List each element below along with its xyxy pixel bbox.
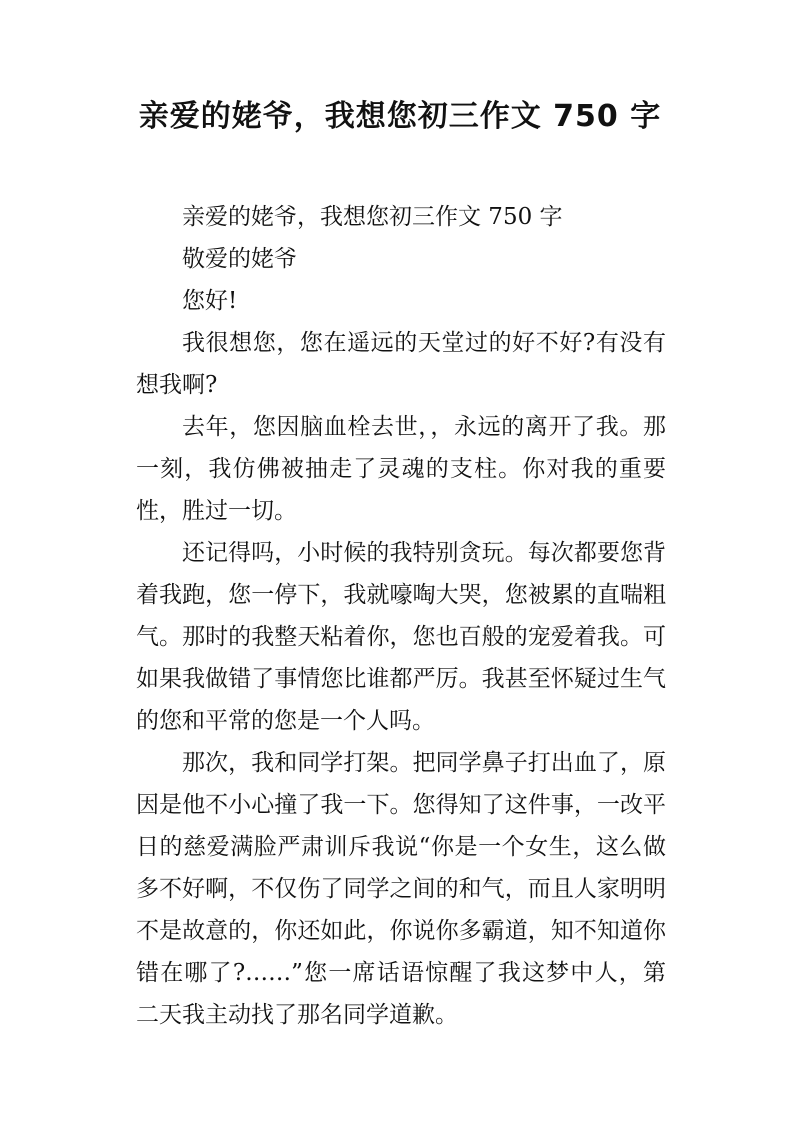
paragraph-heading-repeat: 亲爱的姥爷，我想您初三作文 750 字 bbox=[182, 204, 563, 230]
document-title: 亲爱的姥爷，我想您初三作文 750 字 bbox=[138, 99, 662, 134]
paragraph-3: 还记得吗，小时候的我特别贪玩。每次都要您背着我跑，您一停下，我就嚎啕大哭，您被累的直喘粗气。那时的我整天粘着你，您也百般的宠爱着我。可如果我做错了事情您比谁都严厉。我甚至怀疑过生气的您和平常的您是一个人吗。 bbox=[136, 540, 666, 734]
document-body bbox=[136, 196, 666, 1036]
paragraph-2: 去年，您因脑血栓去世，，永远的离开了我。那一刻，我仿佛被抽走了灵魂的支柱。你对我的重要性，胜过一切。 bbox=[136, 414, 666, 524]
paragraph-4: 那次，我和同学打架。把同学鼻子打出血了，原因是他不小心撞了我一下。您得知了这件事，一改平日的慈爱满脸严肃训斥我说“你是一个女生，这么做多不好啊，不仅伤了同学之间的和气，而且人家明明不是故意的，你还如此，你说你多霸道，知不知道你错在哪了?……”您一席话语惊醒了我这梦中人，第二天我主动找了那名同学道歉。 bbox=[136, 750, 666, 1028]
paragraph-salutation: 敬爱的姥爷 bbox=[182, 246, 297, 272]
paragraph-1: 我很想您，您在遥远的天堂过的好不好?有没有想我啊? bbox=[136, 330, 666, 398]
paragraph-greeting: 您好! bbox=[182, 288, 238, 314]
